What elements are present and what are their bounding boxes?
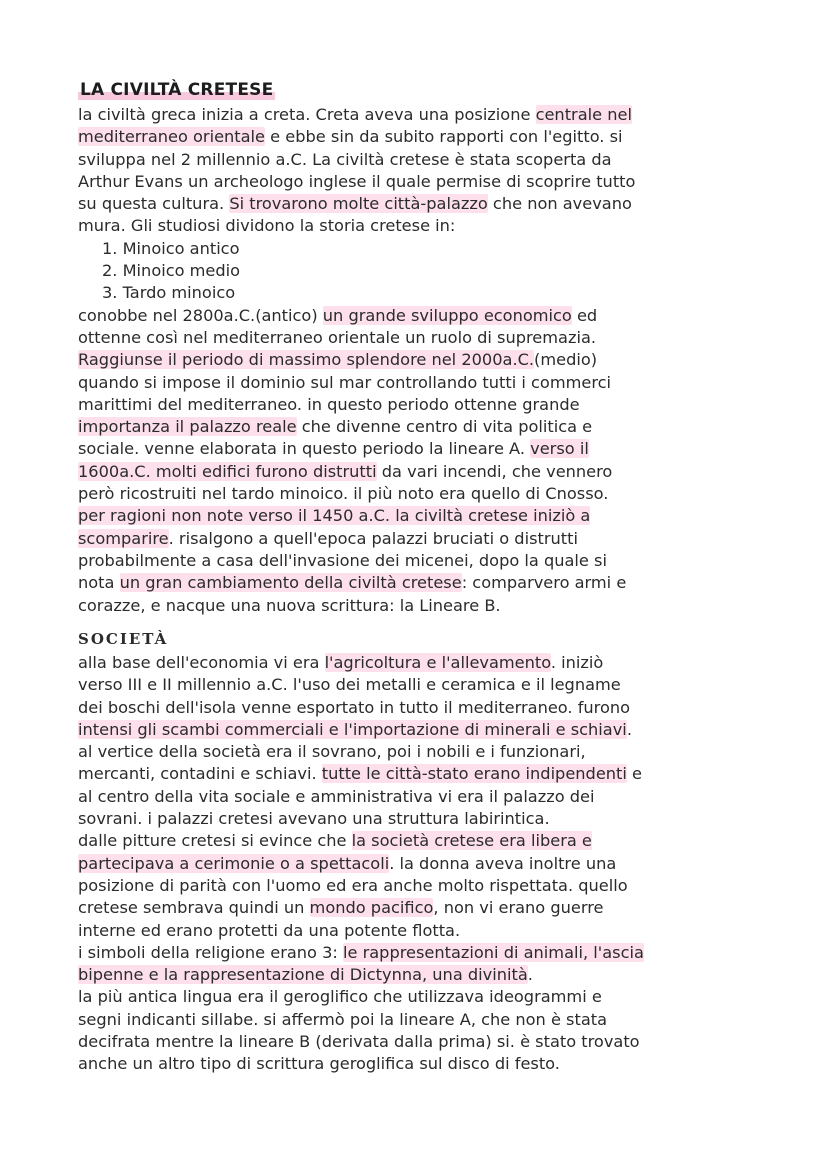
highlighted-text: verso il bbox=[530, 439, 589, 459]
text-line bbox=[78, 149, 758, 171]
text-segment: ed bbox=[571, 305, 598, 325]
text-segment: , non vi erano guerre bbox=[433, 898, 604, 918]
text-line bbox=[78, 1031, 758, 1053]
document-title: LA CIVILTÀ CRETESE bbox=[80, 80, 274, 100]
text-segment: . la donna aveva inoltre una bbox=[389, 853, 617, 873]
text-segment: 1. Minoico antico bbox=[102, 238, 240, 258]
highlighted-text: intensi gli scambi commerciali e l'importazione di minerali e schiavi bbox=[78, 719, 627, 739]
text-segment: probabilmente a casa dell'invasione dei micenei, dopo la quale si bbox=[78, 550, 607, 570]
text-segment: i simboli della religione erano 3: bbox=[78, 942, 343, 962]
text-segment: . risalgono a quell'epoca palazzi bruciati o distrutti bbox=[168, 528, 578, 548]
text-segment: cretese sembrava quindi un bbox=[78, 898, 310, 918]
text-line bbox=[78, 786, 758, 808]
highlighted-text: per ragioni non note verso il 1450 a.C. la civiltà cretese iniziò a bbox=[78, 506, 591, 526]
text-line bbox=[78, 550, 758, 572]
text-line bbox=[78, 897, 758, 919]
text-line bbox=[78, 964, 758, 986]
text-segment: al vertice della società era il sovrano, poi i nobili e i funzionari, bbox=[78, 742, 586, 762]
text-line bbox=[78, 652, 758, 674]
text-segment: 2. Minoico medio bbox=[102, 261, 241, 281]
highlighted-text: un grande sviluppo economico bbox=[322, 305, 572, 325]
text-line bbox=[78, 305, 758, 327]
highlighted-text: 1600a.C. molti edifici furono distrutti bbox=[78, 461, 377, 481]
text-line bbox=[78, 193, 758, 215]
text-line bbox=[78, 483, 758, 505]
text-segment: : comparvero armi e bbox=[461, 573, 627, 593]
text-segment: . bbox=[527, 965, 533, 985]
text-line bbox=[78, 875, 758, 897]
text-segment: . bbox=[626, 719, 632, 739]
text-segment: 3. Tardo minoico bbox=[102, 283, 236, 303]
text-line bbox=[78, 461, 758, 483]
text-line bbox=[78, 1009, 758, 1031]
text-segment: Arthur Evans un archeologo inglese il quale permise di scoprire tutto bbox=[78, 171, 636, 191]
text-line bbox=[78, 830, 758, 852]
text-segment: dalle pitture cretesi si evince che bbox=[78, 831, 352, 851]
highlighted-text: un gran cambiamento della civiltà cretese bbox=[119, 573, 462, 593]
highlighted-text: bipenne e la rappresentazione di Dictynna, una divinità bbox=[78, 965, 528, 985]
text-line bbox=[78, 372, 758, 394]
text-line bbox=[78, 920, 758, 942]
text-segment: da vari incendi, che vennero bbox=[376, 461, 613, 481]
highlighted-text: centrale nel bbox=[535, 105, 632, 124]
text-line bbox=[78, 763, 758, 785]
list-item bbox=[78, 260, 758, 282]
highlighted-text: scomparire bbox=[78, 528, 169, 548]
text-segment: la civiltà greca inizia a creta. Creta aveva una posizione bbox=[78, 105, 536, 124]
text-line bbox=[78, 572, 758, 594]
text-line bbox=[78, 215, 758, 237]
text-segment: mura. Gli studiosi dividono la storia cretese in: bbox=[78, 216, 456, 236]
text-line bbox=[78, 438, 758, 460]
text-line bbox=[78, 719, 758, 741]
text-line bbox=[78, 104, 758, 126]
text-segment: sviluppa nel 2 millennio a.C. La civiltà cretese è stata scoperta da bbox=[78, 149, 612, 169]
text-segment: posizione di parità con l'uomo ed era anche molto rispettata. quello bbox=[78, 875, 628, 895]
text-segment: su questa cultura. bbox=[78, 194, 230, 214]
text-segment: marittimi del mediterraneo. in questo periodo ottenne grande bbox=[78, 394, 580, 414]
highlighted-text: partecipava a cerimonie o a spettacoli bbox=[78, 853, 390, 873]
society-section-body bbox=[78, 652, 758, 1076]
text-segment: però ricostruiti nel tardo minoico. il più noto era quello di Cnosso. bbox=[78, 484, 609, 504]
text-segment: al centro della vita sociale e amministrativa vi era il palazzo dei bbox=[78, 786, 595, 806]
text-line bbox=[78, 741, 758, 763]
text-line bbox=[78, 674, 758, 696]
text-line bbox=[78, 416, 758, 438]
text-segment: sovrani. i palazzi cretesi avevano una struttura labirintica. bbox=[78, 809, 550, 829]
text-segment: alla base dell'economia vi era bbox=[78, 653, 325, 672]
text-line bbox=[78, 942, 758, 964]
highlighted-text: Si trovarono molte città-palazzo bbox=[229, 194, 488, 214]
text-line bbox=[78, 528, 758, 550]
highlighted-text: l'agricoltura e l'allevamento bbox=[324, 653, 551, 672]
list-item bbox=[78, 282, 758, 304]
text-segment: ottenne così nel mediterraneo orientale un ruolo di supremazia. bbox=[78, 327, 597, 347]
text-segment: anche un altro tipo di scrittura geroglifica sul disco di festo. bbox=[78, 1054, 560, 1074]
section-title-societa: SOCIETÀ bbox=[78, 630, 169, 648]
text-line bbox=[78, 1053, 758, 1075]
text-segment: la più antica lingua era il geroglifico che utilizzava ideogrammi e bbox=[78, 987, 602, 1007]
highlighted-text: mondo pacifico bbox=[309, 898, 434, 918]
highlighted-text: la società cretese era libera e bbox=[351, 831, 592, 851]
highlighted-text: tutte le città-stato erano indipendenti bbox=[321, 764, 627, 784]
text-line bbox=[78, 595, 758, 617]
intro-section-body bbox=[78, 104, 758, 617]
text-segment: . iniziò bbox=[550, 653, 604, 672]
text-segment: dei boschi dell'isola venne esportato in tutto il mediterraneo. furono bbox=[78, 697, 631, 717]
text-segment: interne ed erano protetti da una potente flotta. bbox=[78, 920, 461, 940]
highlighted-text: le rappresentazioni di animali, l'ascia bbox=[343, 942, 644, 962]
text-segment: verso III e II millennio a.C. l'uso dei metalli e ceramica e il legname bbox=[78, 675, 621, 695]
text-line bbox=[78, 505, 758, 527]
text-segment: mercanti, contadini e schiavi. bbox=[78, 764, 322, 784]
text-segment: decifrata mentre la lineare B (derivata dalla prima) si. è stato trovato bbox=[78, 1032, 640, 1052]
highlighted-text: mediterraneo orientale bbox=[78, 127, 266, 147]
text-segment: e bbox=[626, 764, 643, 784]
text-segment: e ebbe sin da subito rapporti con l'egitto. si bbox=[265, 127, 623, 147]
text-line bbox=[78, 986, 758, 1008]
highlighted-text: Raggiunse il periodo di massimo splendore nel 2000a.C. bbox=[78, 350, 535, 370]
text-line bbox=[78, 349, 758, 371]
text-segment: sociale. venne elaborata in questo periodo la lineare A. bbox=[78, 439, 531, 459]
text-line bbox=[78, 327, 758, 349]
text-line bbox=[78, 697, 758, 719]
text-segment: quando si impose il dominio sul mar controllando tutti i commerci bbox=[78, 372, 612, 392]
text-line bbox=[78, 394, 758, 416]
text-segment: corazze, e nacque una nuova scrittura: la Lineare B. bbox=[78, 595, 501, 615]
highlighted-text: importanza il palazzo reale bbox=[78, 417, 297, 437]
text-segment: (medio) bbox=[534, 350, 598, 370]
text-line bbox=[78, 171, 758, 193]
text-line bbox=[78, 808, 758, 830]
text-segment: che divenne centro di vita politica e bbox=[296, 417, 593, 437]
text-line bbox=[78, 126, 758, 148]
text-segment: che non avevano bbox=[487, 194, 632, 214]
text-segment: segni indicanti sillabe. si affermò poi la lineare A, che non è stata bbox=[78, 1009, 608, 1029]
text-segment: conobbe nel 2800a.C.(antico) bbox=[78, 305, 323, 325]
text-segment: nota bbox=[78, 573, 120, 593]
list-item bbox=[78, 238, 758, 260]
text-line bbox=[78, 853, 758, 875]
